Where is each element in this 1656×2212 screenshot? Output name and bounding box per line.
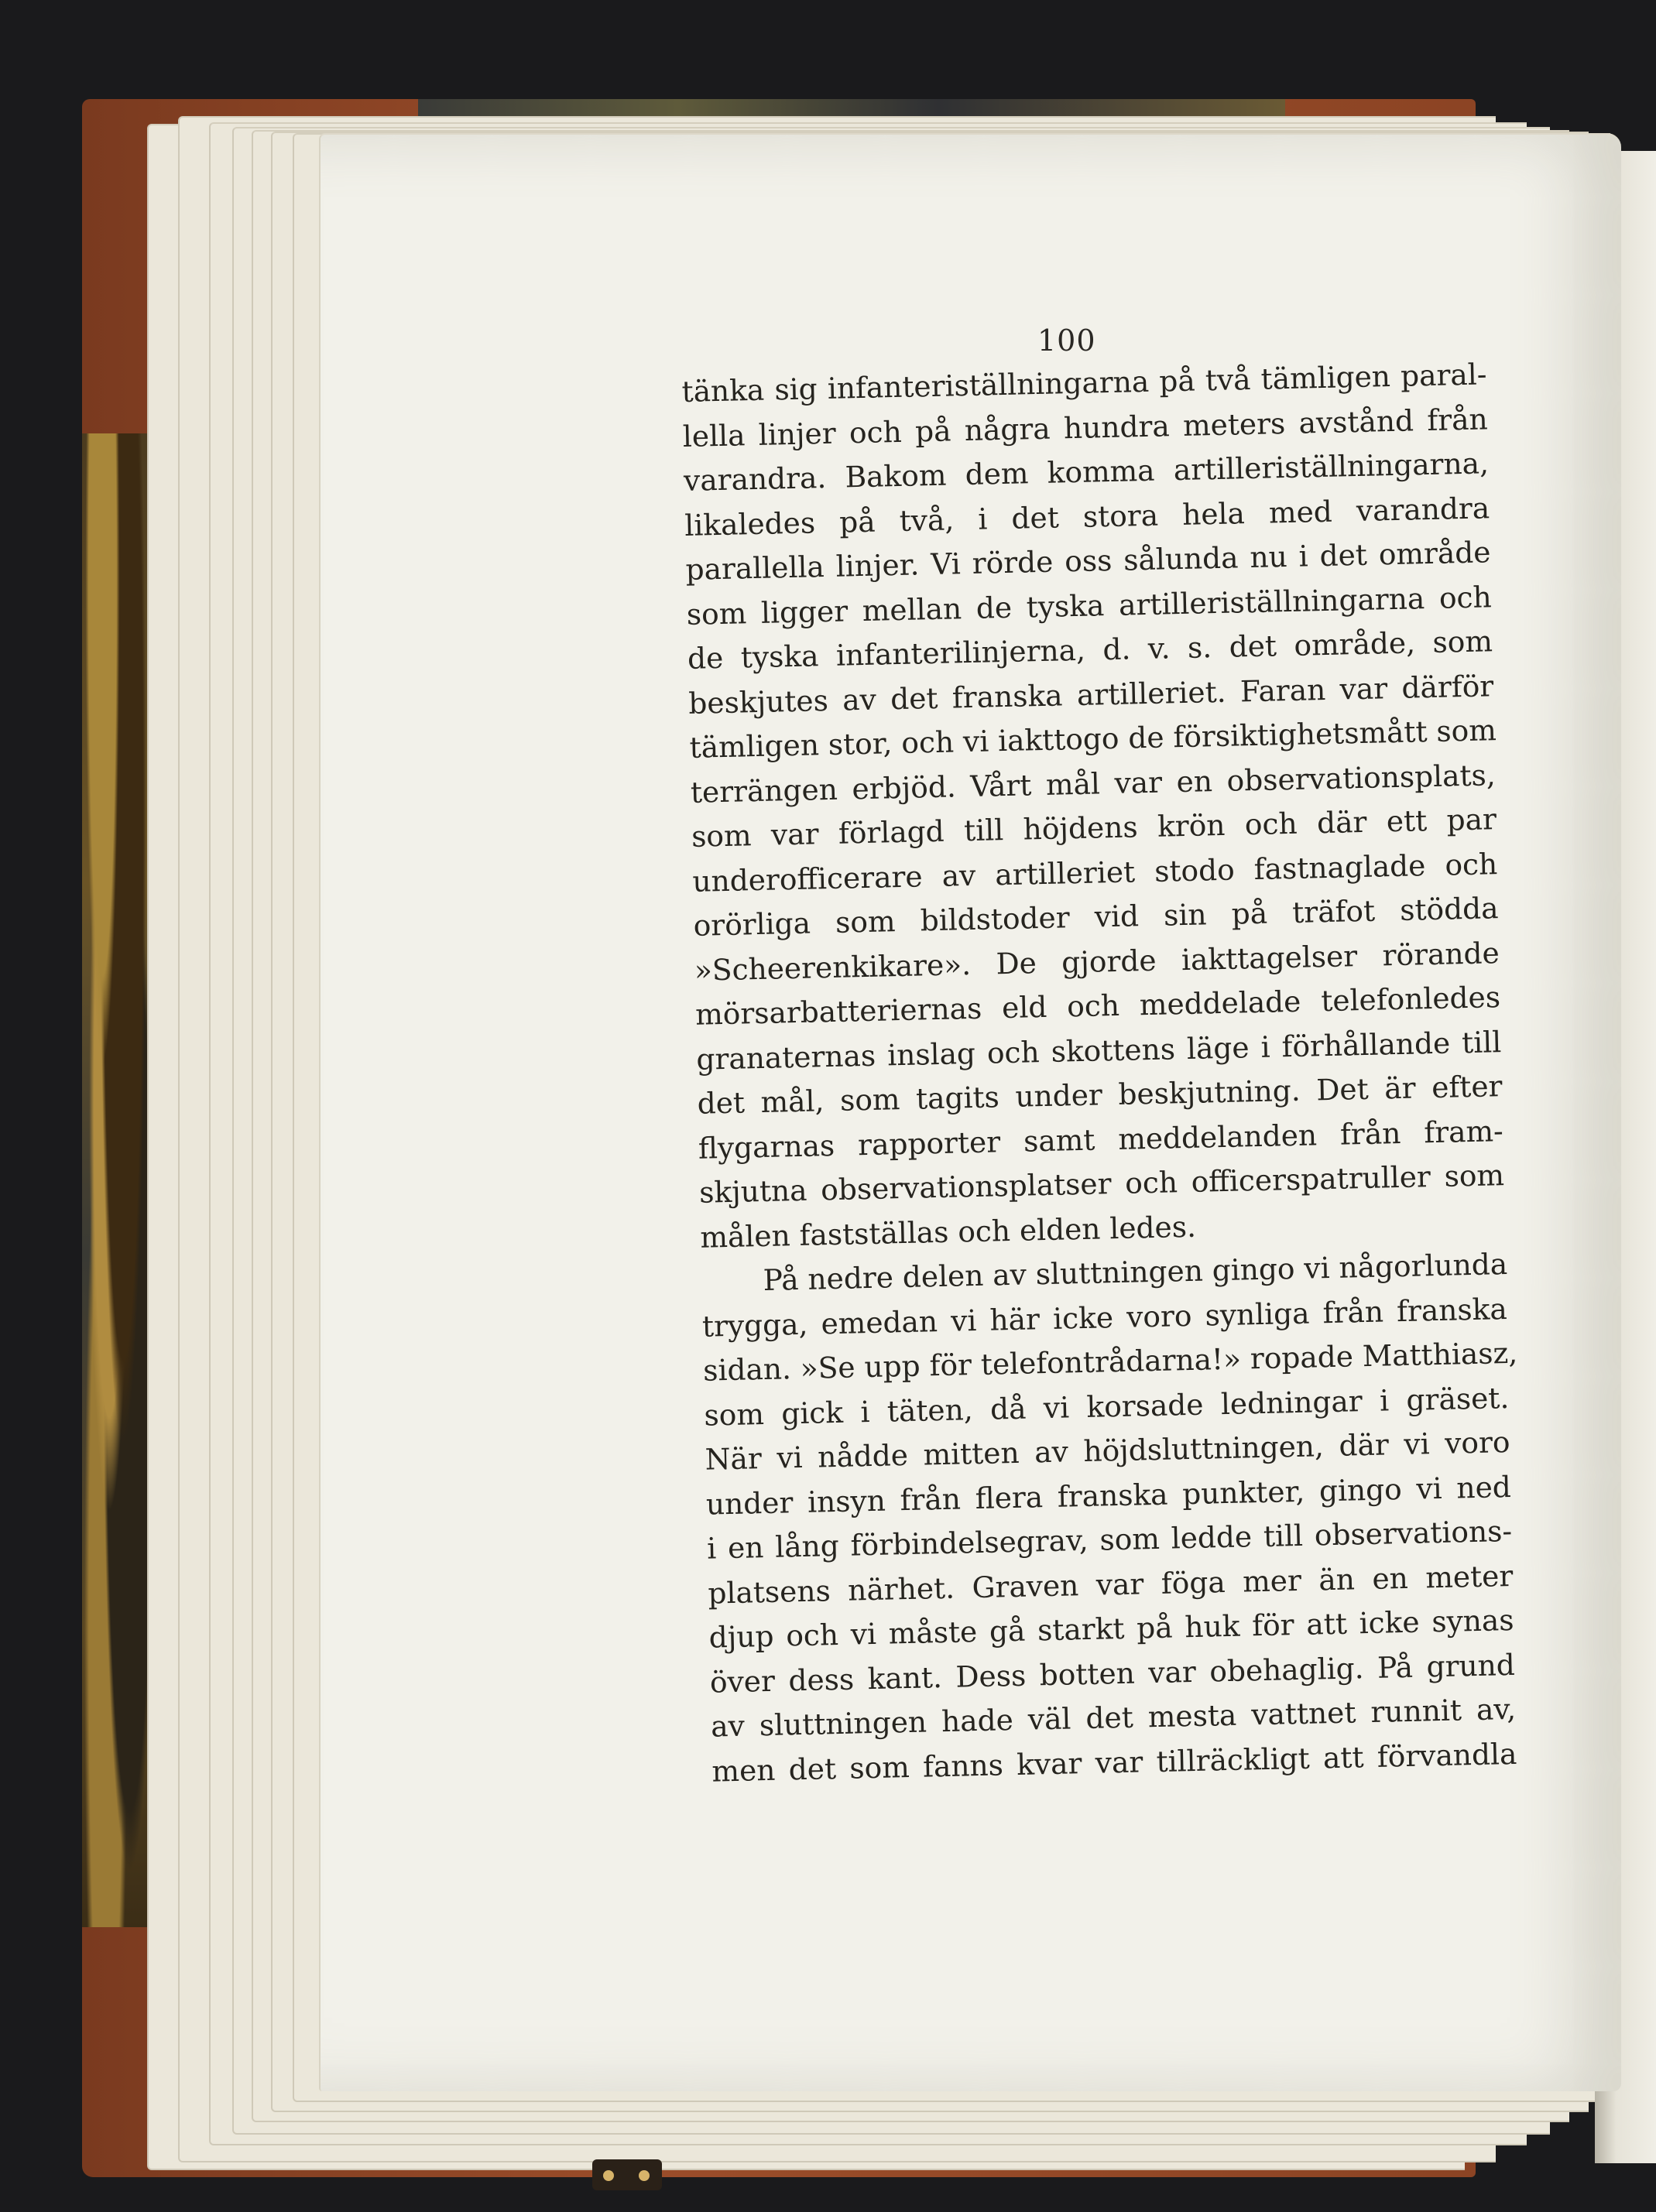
text-line: varandra. Bakom dem komma artilleriställningarna,	[683, 446, 1490, 498]
text-line: orörliga som bildstoder vid sin på träfot stödda	[693, 891, 1499, 943]
text-line: trygga, emedan vi här icke voro synliga från franska	[701, 1291, 1508, 1344]
text-line: i en lång förbindelsegrav, som ledde till observations-	[706, 1513, 1513, 1566]
marbled-binding	[82, 433, 150, 1927]
text-line: granaternas inslag och skottens läge i förhållande till	[695, 1024, 1502, 1077]
text-line: men det som fanns kvar var tillräckligt att förvandla	[711, 1736, 1517, 1789]
text-line: underofficerare av artilleriet stodo fastnaglade och	[691, 846, 1498, 899]
text-line: På nedre delen av sluttningen gingo vi någorlunda	[763, 1247, 1508, 1297]
text-line: de tyska infanterilinjerna, d. v. s. det område, som	[687, 624, 1493, 676]
text-line: tänka sig infanteriställningarna på två tämligen paral-	[681, 357, 1487, 409]
text-line: som ligger mellan de tyska artilleriställningarna och	[686, 579, 1493, 632]
text-line: När vi nådde mitten av höjdsluttningen, där vi voro	[705, 1424, 1510, 1477]
text-line: beskjutes av det franska artilleriet. Faran var därför	[687, 668, 1494, 721]
bottom-clasp	[592, 2159, 662, 2190]
page-number: 100	[1037, 324, 1096, 358]
text-line: parallella linjer. Vi rörde oss sålunda nu i det område	[685, 535, 1491, 587]
text-line: över dess kant. Dess botten var obehaglig. På grund	[709, 1647, 1516, 1700]
text-line: som gick i täten, då vi korsade ledningar i gräset.	[703, 1380, 1510, 1433]
text-line: likaledes på två, i det stora hela med varandra	[684, 490, 1490, 543]
text-line: djup och vi måste gå starkt på huk för att icke synas	[708, 1602, 1514, 1655]
text-line: tämligen stor, och vi iakttogo de försiktighetsmått som	[689, 713, 1497, 765]
text-line: skjutna observationsplatser och officerspatruller som	[698, 1158, 1505, 1210]
text-line: lella linjer och på några hundra meters avstånd från	[682, 401, 1489, 454]
text-line: mörsarbatteriernas eld och meddelade telefonledes	[694, 980, 1501, 1032]
text-line: av sluttningen hade väl det mesta vattnet runnit av,	[710, 1691, 1517, 1744]
text-line: platsens närhet. Graven var föga mer än en meter	[707, 1558, 1514, 1611]
text-line: »Scheerenkikare». De gjorde iakttagelser rörande	[694, 935, 1500, 988]
clasp-rivet	[603, 2170, 614, 2181]
text-line: flygarnas rapporter samt meddelanden från fram-	[698, 1113, 1504, 1166]
text-line: under insyn från flera franska punkter, gingo vi ned	[705, 1469, 1512, 1522]
text-line: det mål, som tagits under beskjutning. Det är efter	[697, 1069, 1503, 1121]
clasp-rivet	[639, 2170, 650, 2181]
text-line: som var förlagd till höjdens krön och där ett par	[691, 802, 1497, 854]
text-line: målen fastställas och elden ledes.	[699, 1209, 1197, 1255]
text-line: sidan. »Se upp för telefontrådarna!» ropade Matthiasz,	[702, 1335, 1518, 1388]
page-text	[681, 352, 1517, 1793]
text-line: terrängen erbjöd. Vårt mål var en observationsplats,	[690, 757, 1497, 810]
